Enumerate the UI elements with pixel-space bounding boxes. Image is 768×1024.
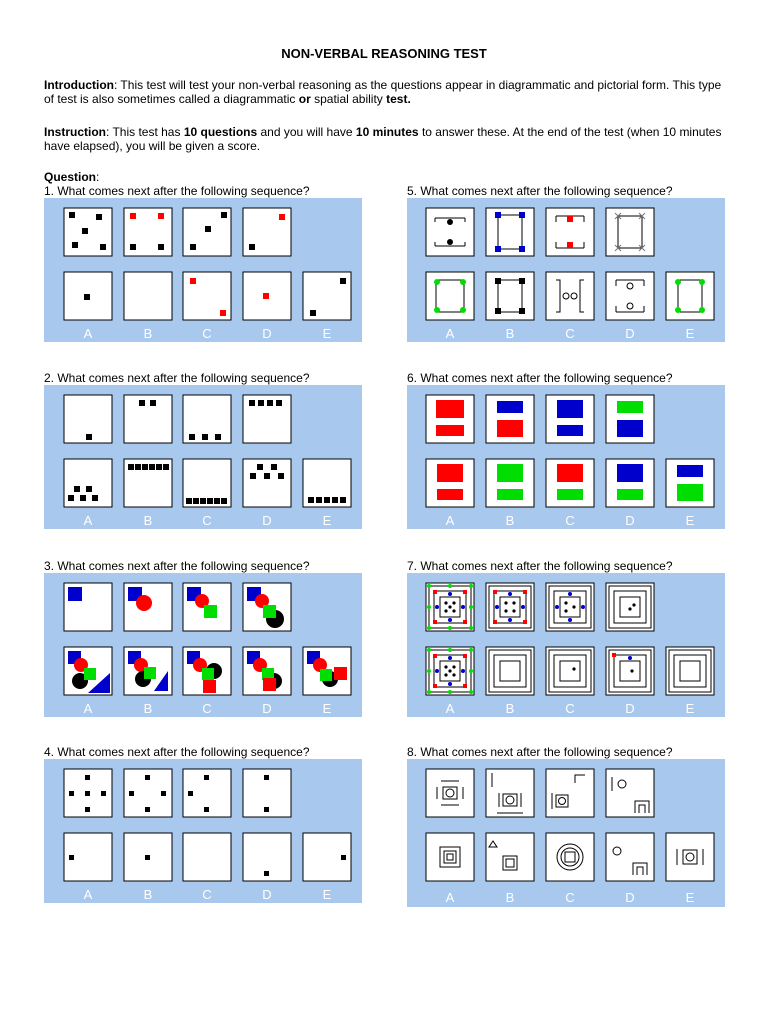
option-b-label: B <box>505 326 515 341</box>
option-a[interactable] <box>426 459 474 507</box>
option-c[interactable] <box>183 459 231 507</box>
option-e-label: E <box>322 326 332 341</box>
option-c-label: C <box>202 326 212 341</box>
option-b-label: B <box>143 513 153 528</box>
seq-box-1 <box>64 395 112 443</box>
seq-box-2 <box>486 583 534 631</box>
option-a-label: A <box>83 326 93 341</box>
option-e[interactable] <box>303 272 351 320</box>
seq-box-3 <box>183 583 231 631</box>
question-heading: Question: <box>44 170 100 184</box>
option-c-label: C <box>565 513 575 528</box>
question-6-panel <box>407 385 725 529</box>
option-b[interactable] <box>486 833 534 881</box>
option-d-label: D <box>262 701 272 716</box>
seq-box-3 <box>183 395 231 443</box>
question-5-title: 5. What comes next after the following sequence? <box>407 184 673 198</box>
option-e-label: E <box>322 513 332 528</box>
seq-box-3 <box>546 208 594 256</box>
seq-box-2 <box>486 208 534 256</box>
option-e[interactable] <box>303 647 351 695</box>
option-a-label: A <box>445 701 455 716</box>
option-a-label: A <box>445 513 455 528</box>
option-d[interactable] <box>243 272 291 320</box>
option-e-label: E <box>322 701 332 716</box>
option-b-label: B <box>143 701 153 716</box>
question-8-panel <box>407 759 725 907</box>
option-e[interactable] <box>303 459 351 507</box>
option-b-label: B <box>505 513 515 528</box>
option-a[interactable] <box>426 833 474 881</box>
option-c-label: C <box>565 890 575 905</box>
option-a[interactable] <box>64 647 112 695</box>
option-c-label: C <box>565 326 575 341</box>
seq-box-1 <box>64 769 112 817</box>
option-c[interactable] <box>183 833 231 881</box>
seq-box-3 <box>183 208 231 256</box>
option-a[interactable] <box>426 272 474 320</box>
option-d[interactable] <box>606 272 654 320</box>
seq-box-1 <box>426 208 474 256</box>
option-c[interactable] <box>546 647 594 695</box>
option-b-label: B <box>143 887 153 902</box>
seq-box-4 <box>243 769 291 817</box>
option-a[interactable] <box>64 833 112 881</box>
option-a-label: A <box>83 701 93 716</box>
option-c-label: C <box>202 513 212 528</box>
seq-box-1 <box>64 583 112 631</box>
question-4-title: 4. What comes next after the following sequence? <box>44 745 310 759</box>
option-d-label: D <box>625 513 635 528</box>
option-d-label: D <box>625 326 635 341</box>
question-7-title: 7. What comes next after the following sequence? <box>407 559 673 573</box>
seq-box-3 <box>546 769 594 817</box>
option-e-label: E <box>322 887 332 902</box>
option-a-label: A <box>445 890 455 905</box>
seq-box-1 <box>426 395 474 443</box>
option-a[interactable] <box>426 647 474 695</box>
seq-box-2 <box>124 583 172 631</box>
option-e[interactable] <box>666 833 714 881</box>
option-c[interactable] <box>183 647 231 695</box>
question-7-panel <box>407 573 725 717</box>
option-c-label: C <box>565 701 575 716</box>
question-2-panel <box>44 385 362 529</box>
option-c[interactable] <box>546 833 594 881</box>
option-b[interactable] <box>124 647 172 695</box>
seq-box-1 <box>426 769 474 817</box>
option-d[interactable] <box>606 459 654 507</box>
option-d[interactable] <box>243 647 291 695</box>
question-5-panel <box>407 198 725 342</box>
introduction-paragraph: Introduction: This test will test your non-verbal reasoning as the questions appear in diagrammatic and pictorial form. This type of test is also sometimes called a diagrammatic or spatial ability test. <box>44 78 722 106</box>
seq-box-2 <box>124 769 172 817</box>
question-1-panel <box>44 198 362 342</box>
seq-box-3 <box>546 583 594 631</box>
seq-box-2 <box>486 769 534 817</box>
option-d-label: D <box>625 701 635 716</box>
option-e-label: E <box>685 890 695 905</box>
option-a-label: A <box>445 326 455 341</box>
option-d-label: D <box>625 890 635 905</box>
option-b[interactable] <box>124 272 172 320</box>
seq-box-2 <box>124 395 172 443</box>
option-c[interactable] <box>546 459 594 507</box>
option-d-label: D <box>262 513 272 528</box>
option-d[interactable] <box>243 833 291 881</box>
question-6-title: 6. What comes next after the following sequence? <box>407 371 673 385</box>
option-c-label: C <box>202 701 212 716</box>
seq-box-2 <box>124 208 172 256</box>
instruction-paragraph: Instruction: This test has 10 questions and you will have 10 minutes to answer these. At the end of the test (when 10 minutes have elapsed), you will be given a score. <box>44 125 722 153</box>
question-8-title: 8. What comes next after the following sequence? <box>407 745 673 759</box>
seq-box-4 <box>243 583 291 631</box>
option-e-label: E <box>685 701 695 716</box>
option-e[interactable] <box>666 459 714 507</box>
option-b-label: B <box>505 701 515 716</box>
option-d[interactable] <box>243 459 291 507</box>
option-a[interactable] <box>64 272 112 320</box>
option-b[interactable] <box>486 272 534 320</box>
option-e[interactable] <box>666 647 714 695</box>
option-b[interactable] <box>124 459 172 507</box>
instruction-label: Instruction <box>44 125 106 139</box>
seq-box-4 <box>606 769 654 817</box>
seq-box-4 <box>606 208 654 256</box>
option-a[interactable] <box>64 459 112 507</box>
option-b-label: B <box>505 890 515 905</box>
seq-box-3 <box>546 395 594 443</box>
seq-box-1 <box>426 583 474 631</box>
option-c[interactable] <box>183 272 231 320</box>
seq-box-4 <box>243 208 291 256</box>
seq-box-4 <box>606 395 654 443</box>
option-b[interactable] <box>486 647 534 695</box>
option-c[interactable] <box>546 272 594 320</box>
option-d[interactable] <box>606 647 654 695</box>
option-e[interactable] <box>666 272 714 320</box>
option-a-label: A <box>83 513 93 528</box>
option-d[interactable] <box>606 833 654 881</box>
option-d-label: D <box>262 887 272 902</box>
seq-box-1 <box>64 208 112 256</box>
seq-box-3 <box>183 769 231 817</box>
option-b-label: B <box>143 326 153 341</box>
option-e-label: E <box>685 326 695 341</box>
seq-box-4 <box>606 583 654 631</box>
question-3-panel <box>44 573 362 717</box>
page-title: NON-VERBAL REASONING TEST <box>281 46 487 61</box>
seq-box-2 <box>486 395 534 443</box>
question-1-title: 1. What comes next after the following sequence? <box>44 184 310 198</box>
option-b[interactable] <box>124 833 172 881</box>
option-e-label: E <box>685 513 695 528</box>
option-a-label: A <box>83 887 93 902</box>
seq-box-4 <box>243 395 291 443</box>
option-b[interactable] <box>486 459 534 507</box>
question-2-title: 2. What comes next after the following sequence? <box>44 371 310 385</box>
question-4-panel <box>44 759 362 903</box>
question-3-title: 3. What comes next after the following sequence? <box>44 559 310 573</box>
option-e[interactable] <box>303 833 351 881</box>
introduction-label: Introduction <box>44 78 114 92</box>
option-c-label: C <box>202 887 212 902</box>
option-d-label: D <box>262 326 272 341</box>
